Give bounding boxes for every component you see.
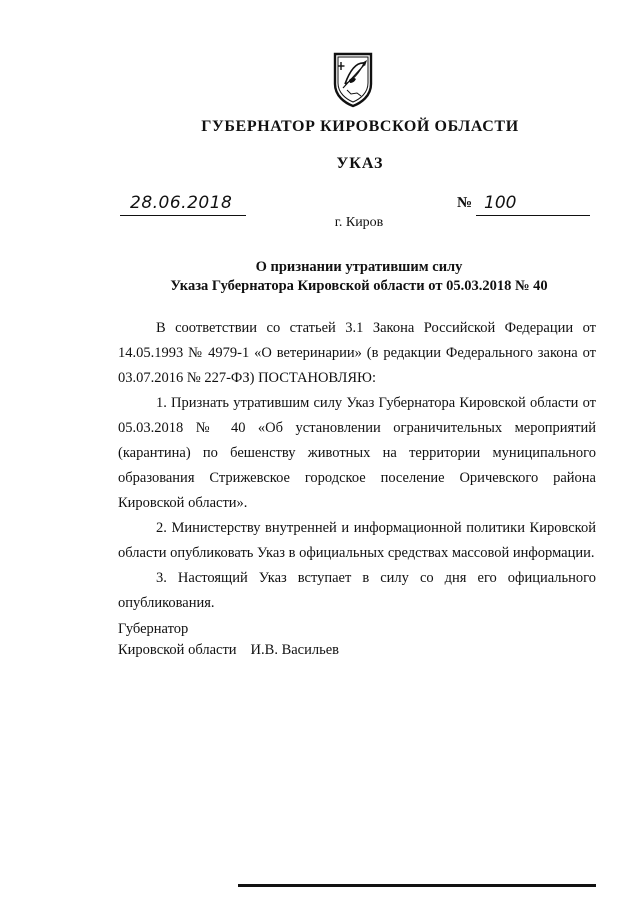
signature-title-line-2 [118, 640, 339, 661]
item-3-paragraph: 3. Настоящий Указ вступает в силу со дня его официального опубликования. [118, 570, 596, 611]
signatory-name: И.В. Васильев [250, 642, 339, 658]
document-body [118, 316, 596, 616]
date-field [120, 193, 246, 216]
city-label: г. Киров [334, 215, 384, 230]
item-1-paragraph: 1. Признать утратившим силу Указ Губернатора Кировской области от 05.03.2018 № 40 «Об установлении ограничительных мероприятий (карантина) по бешенству животных на территории муниципального образования Стрижевское городское поселение Оричевского района Кировской области». [118, 395, 596, 511]
signature-title-region: Кировской области [118, 642, 237, 658]
issuing-authority: ГУБЕРНАТОР КИРОВСКОЙ ОБЛАСТИ [201, 118, 519, 135]
number-field [476, 193, 590, 216]
handwritten-date: 28.06.2018 [130, 193, 233, 213]
handwritten-number: 100 [484, 193, 517, 213]
subject-line-1: О признании утратившим силу [255, 259, 463, 275]
signature-title-line-1: Губернатор [118, 621, 189, 637]
preamble-paragraph: В соответствии со статьей 3.1 Закона Российской Федерации от 14.05.1993 № 4979-1 «О ветеринарии» (в редакции Федерального закона от 03.07.2016 № 227-ФЗ) ПОСТАНОВЛЯЮ: [118, 320, 596, 386]
item-2-paragraph: 2. Министерству внутренней и информационной политики Кировской области опубликовать Указ в официальных средствах массовой информации. [118, 520, 596, 561]
number-label: № [457, 195, 473, 211]
subject-line-2: Указа Губернатора Кировской области от 05.03.2018 № 40 [170, 278, 548, 294]
bottom-divider [238, 884, 596, 887]
document-type-title: УКАЗ [336, 155, 384, 172]
document-subject [0, 258, 640, 296]
coat-of-arms-icon [331, 50, 375, 108]
signature-block [118, 619, 339, 661]
